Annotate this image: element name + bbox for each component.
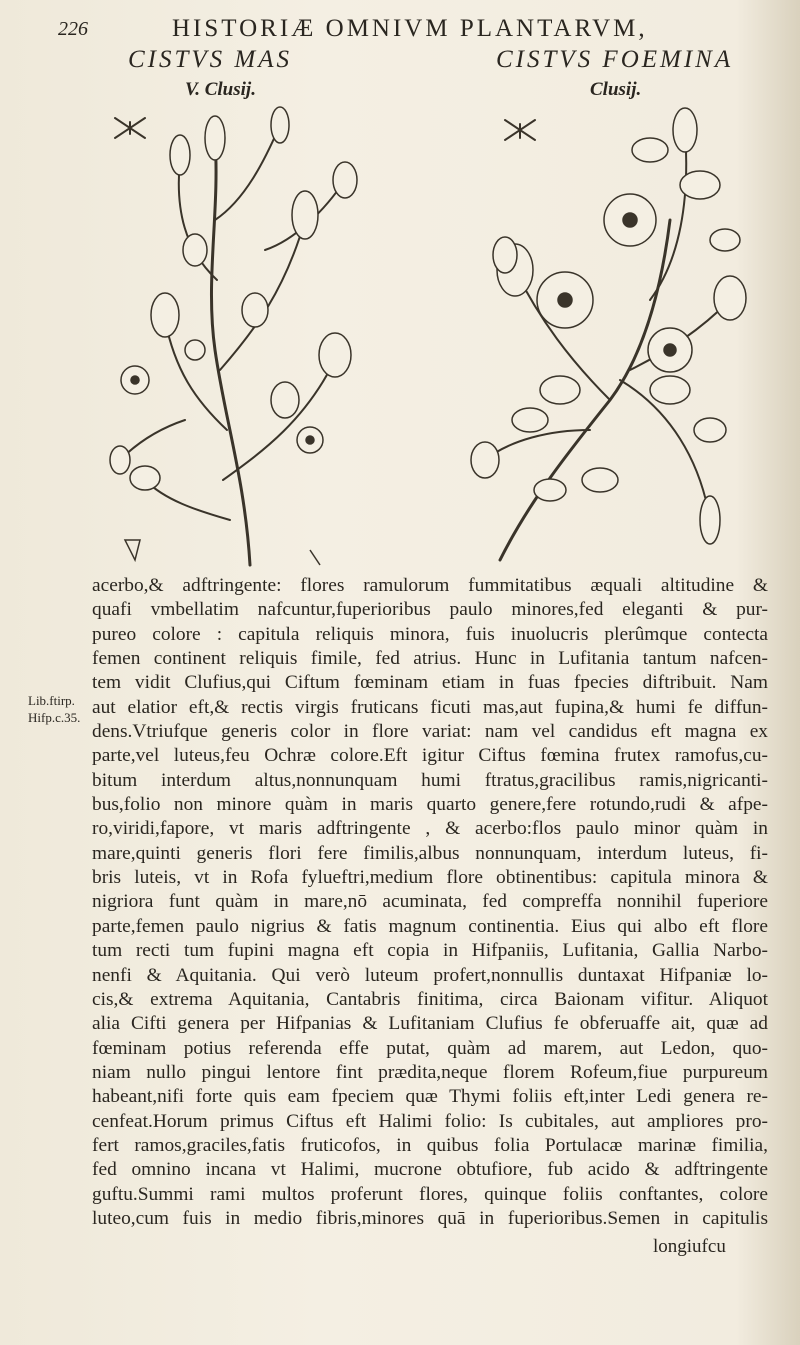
text-line: mare,quinti generis flori fere fimilis,albus nonnunquam, interdum luteus, fi- — [92, 842, 768, 864]
text-line: quafi vmbellatim nafcuntur,fuperioribus paulo minores,fed eleganti & pur- — [92, 599, 768, 621]
margin-note-line: Hifp.c.35. — [28, 710, 81, 725]
text-line: tem vidit Clufius,qui Ciftum fœminam etiam in fuas fpecies diftribuit. Nam — [92, 672, 768, 694]
catchword: longiufcu — [653, 1236, 726, 1257]
text-line: parte,vel luteus,feu Ochræ colore.Eft igitur Ciftus fœmina frutex ramofus,cu- — [92, 745, 768, 767]
text-line: alia Cifti genera per Hifpanias & Lufitaniam Clufius fe obferuaffe ait, quæ ad — [92, 1013, 768, 1035]
cistus-mas-woodcut — [105, 100, 375, 570]
text-line: guftu.Summi rami multos proferunt flores, quinque foliis conftantes, colore — [92, 1183, 768, 1205]
text-line: acerbo,& adftringente: flores ramulorum fummitatibus æquali altitudine & — [92, 575, 768, 596]
figure-subtitle-left: V. Clusij. — [185, 79, 256, 100]
text-line: cis,& extrema Aquitania, Cantabris finitima, circa Baionam vifitur. Aliquot — [92, 988, 768, 1010]
text-line: fœminam potius referenda effe putat, quàm ad marem, aut Ledon, quo- — [92, 1037, 768, 1059]
text-line: bitum interdum altus,nonnunquam humi ftratus,gracilibus ramis,nigricanti- — [92, 769, 768, 791]
margin-note — [28, 692, 90, 726]
text-line: fert ramos,graciles,fatis fruticofos, in quibus folia Portulacæ marinæ fimilia, — [92, 1134, 768, 1156]
figure-subtitle-right: Clusij. — [590, 79, 642, 100]
page-number: 226 — [58, 18, 88, 40]
cistus-foemina-woodcut — [470, 100, 750, 570]
text-line: aut elatior eft,& rectis virgis fruticans ficuti mas,aut fupina,& humi fe diffun- — [92, 696, 768, 718]
text-line: cenfeat.Horum primus Ciftus eft Halimi folio: Is cubitales, aut ampliores pro- — [92, 1110, 768, 1132]
text-line: ro,viridi,fapore, vt maris adftringente , & acerbo:flos paulo minor quàm in — [92, 818, 768, 840]
text-line: fed omnino incana vt Halimi, mucrone obtufiore, fub acido & adftringente — [92, 1159, 768, 1181]
text-line: habeant,nifi forte quis eam fpeciem quæ Thymi foliis eft,inter Ledi genera re- — [92, 1086, 768, 1108]
text-line: niam nullo pingui lentore fint prædita,neque florem Rofeum,fiue purpureum — [92, 1061, 768, 1083]
margin-note-line: Lib.ftirp. — [28, 693, 75, 708]
text-line: nigriora funt quàm in mare,nō acuminata, fed compreffa nonnihil fuperiore — [92, 891, 768, 913]
text-line: femen continent reliquis fimile, fed atrius. Hunc in Lufitania tantum nafcen- — [92, 648, 768, 670]
body-text — [92, 574, 768, 1231]
figure-title-right: CISTVS FOEMINA — [496, 46, 734, 73]
text-line: luteo,cum fuis in medio fibris,minores quā in fuperioribus.Semen in capitulis — [92, 1207, 768, 1229]
figure-title-left: CISTVS MAS — [128, 46, 293, 73]
text-line: tum recti tum fupini magna eft copia in Hifpaniis, Lufitania, Gallia Narbo- — [92, 940, 768, 962]
text-line: bus,folio non minore quàm in maris quarto genere,fere rotundo,rudi & afpe- — [92, 794, 768, 816]
text-line: nenfi & Aquitania. Qui verò luteum profert,nonnullis duntaxat Hifpaniæ lo- — [92, 964, 768, 986]
text-line: parte,femen paulo nigrius & fatis magnum continentia. Eius qui albo eft flore — [92, 915, 768, 937]
text-line: dens.Vtriufque generis color in flore variat: nam vel candidus eft magna ex — [92, 721, 768, 743]
text-line: pureo colore : capitula reliquis minora, fuis inuolucris plerûmque contecta — [92, 623, 768, 645]
running-title: HISTORIÆ OMNIVM PLANTARVM, — [172, 15, 648, 42]
text-line: bris luteis, vt in Rofa fylueftri,medium flore obtinentibus: capitula minora & — [92, 867, 768, 889]
